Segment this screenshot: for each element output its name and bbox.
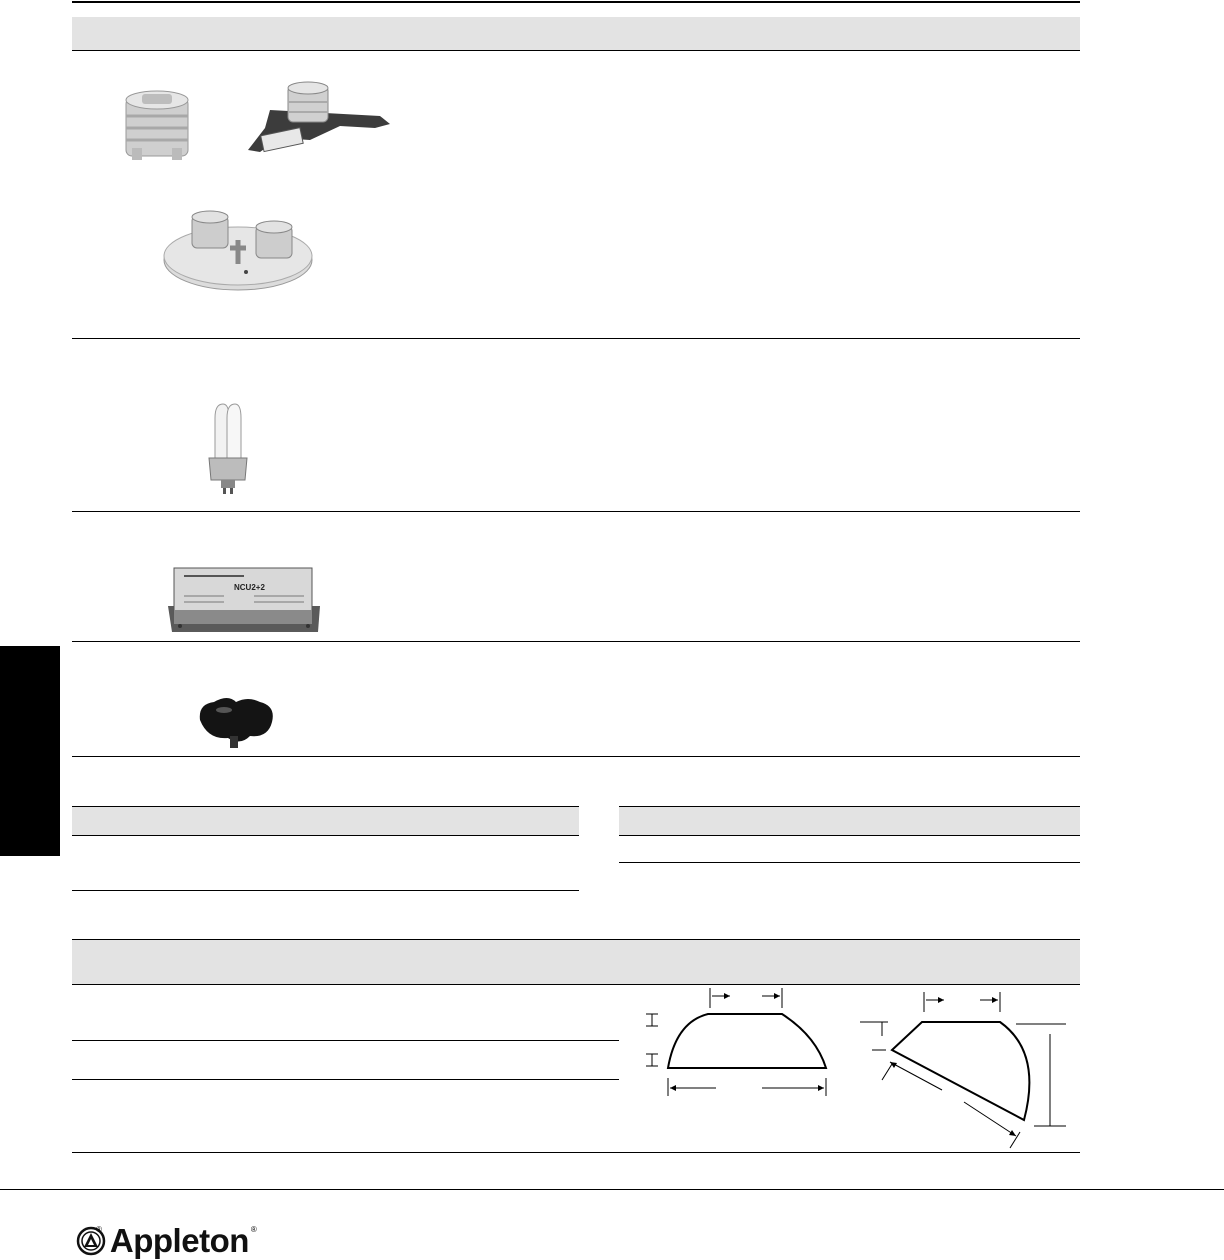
footer-rule	[0, 1189, 1224, 1190]
left-table-bottom-rule	[72, 890, 579, 891]
socket-photo	[118, 88, 196, 162]
section-divider-3	[72, 641, 1080, 642]
socket-bracket-photo	[240, 80, 395, 162]
right-table-header	[619, 806, 1080, 836]
dimensions-row-rule-1	[72, 1040, 619, 1041]
cfl-lamp-photo	[203, 400, 253, 496]
section-divider-1	[72, 338, 1080, 339]
left-table-header	[72, 806, 579, 836]
section-divider-4	[72, 756, 1080, 757]
dimensions-header-band	[72, 939, 1080, 985]
socket-plate-photo	[160, 208, 315, 292]
top-rule	[72, 1, 1080, 3]
dome-dimension-drawing	[636, 986, 836, 1102]
logo-registered-mark-right: ®	[250, 1224, 257, 1234]
dimensions-bottom-rule	[72, 1152, 1080, 1153]
angle-dimension-drawing	[856, 990, 1076, 1150]
knob-photo	[194, 694, 278, 750]
section-divider-2	[72, 511, 1080, 512]
logo-registered-mark-left: ®	[96, 1224, 102, 1234]
dimensions-row-rule-2	[72, 1079, 619, 1080]
side-section-tab	[0, 646, 60, 856]
right-table-row-rule	[619, 862, 1080, 863]
section-header-band	[72, 17, 1080, 51]
svg-text:NCU2+2: NCU2+2	[234, 583, 265, 592]
brand-name: Appleton	[109, 1222, 249, 1259]
ballast-photo	[164, 560, 324, 636]
appleton-logo	[70, 1222, 255, 1260]
